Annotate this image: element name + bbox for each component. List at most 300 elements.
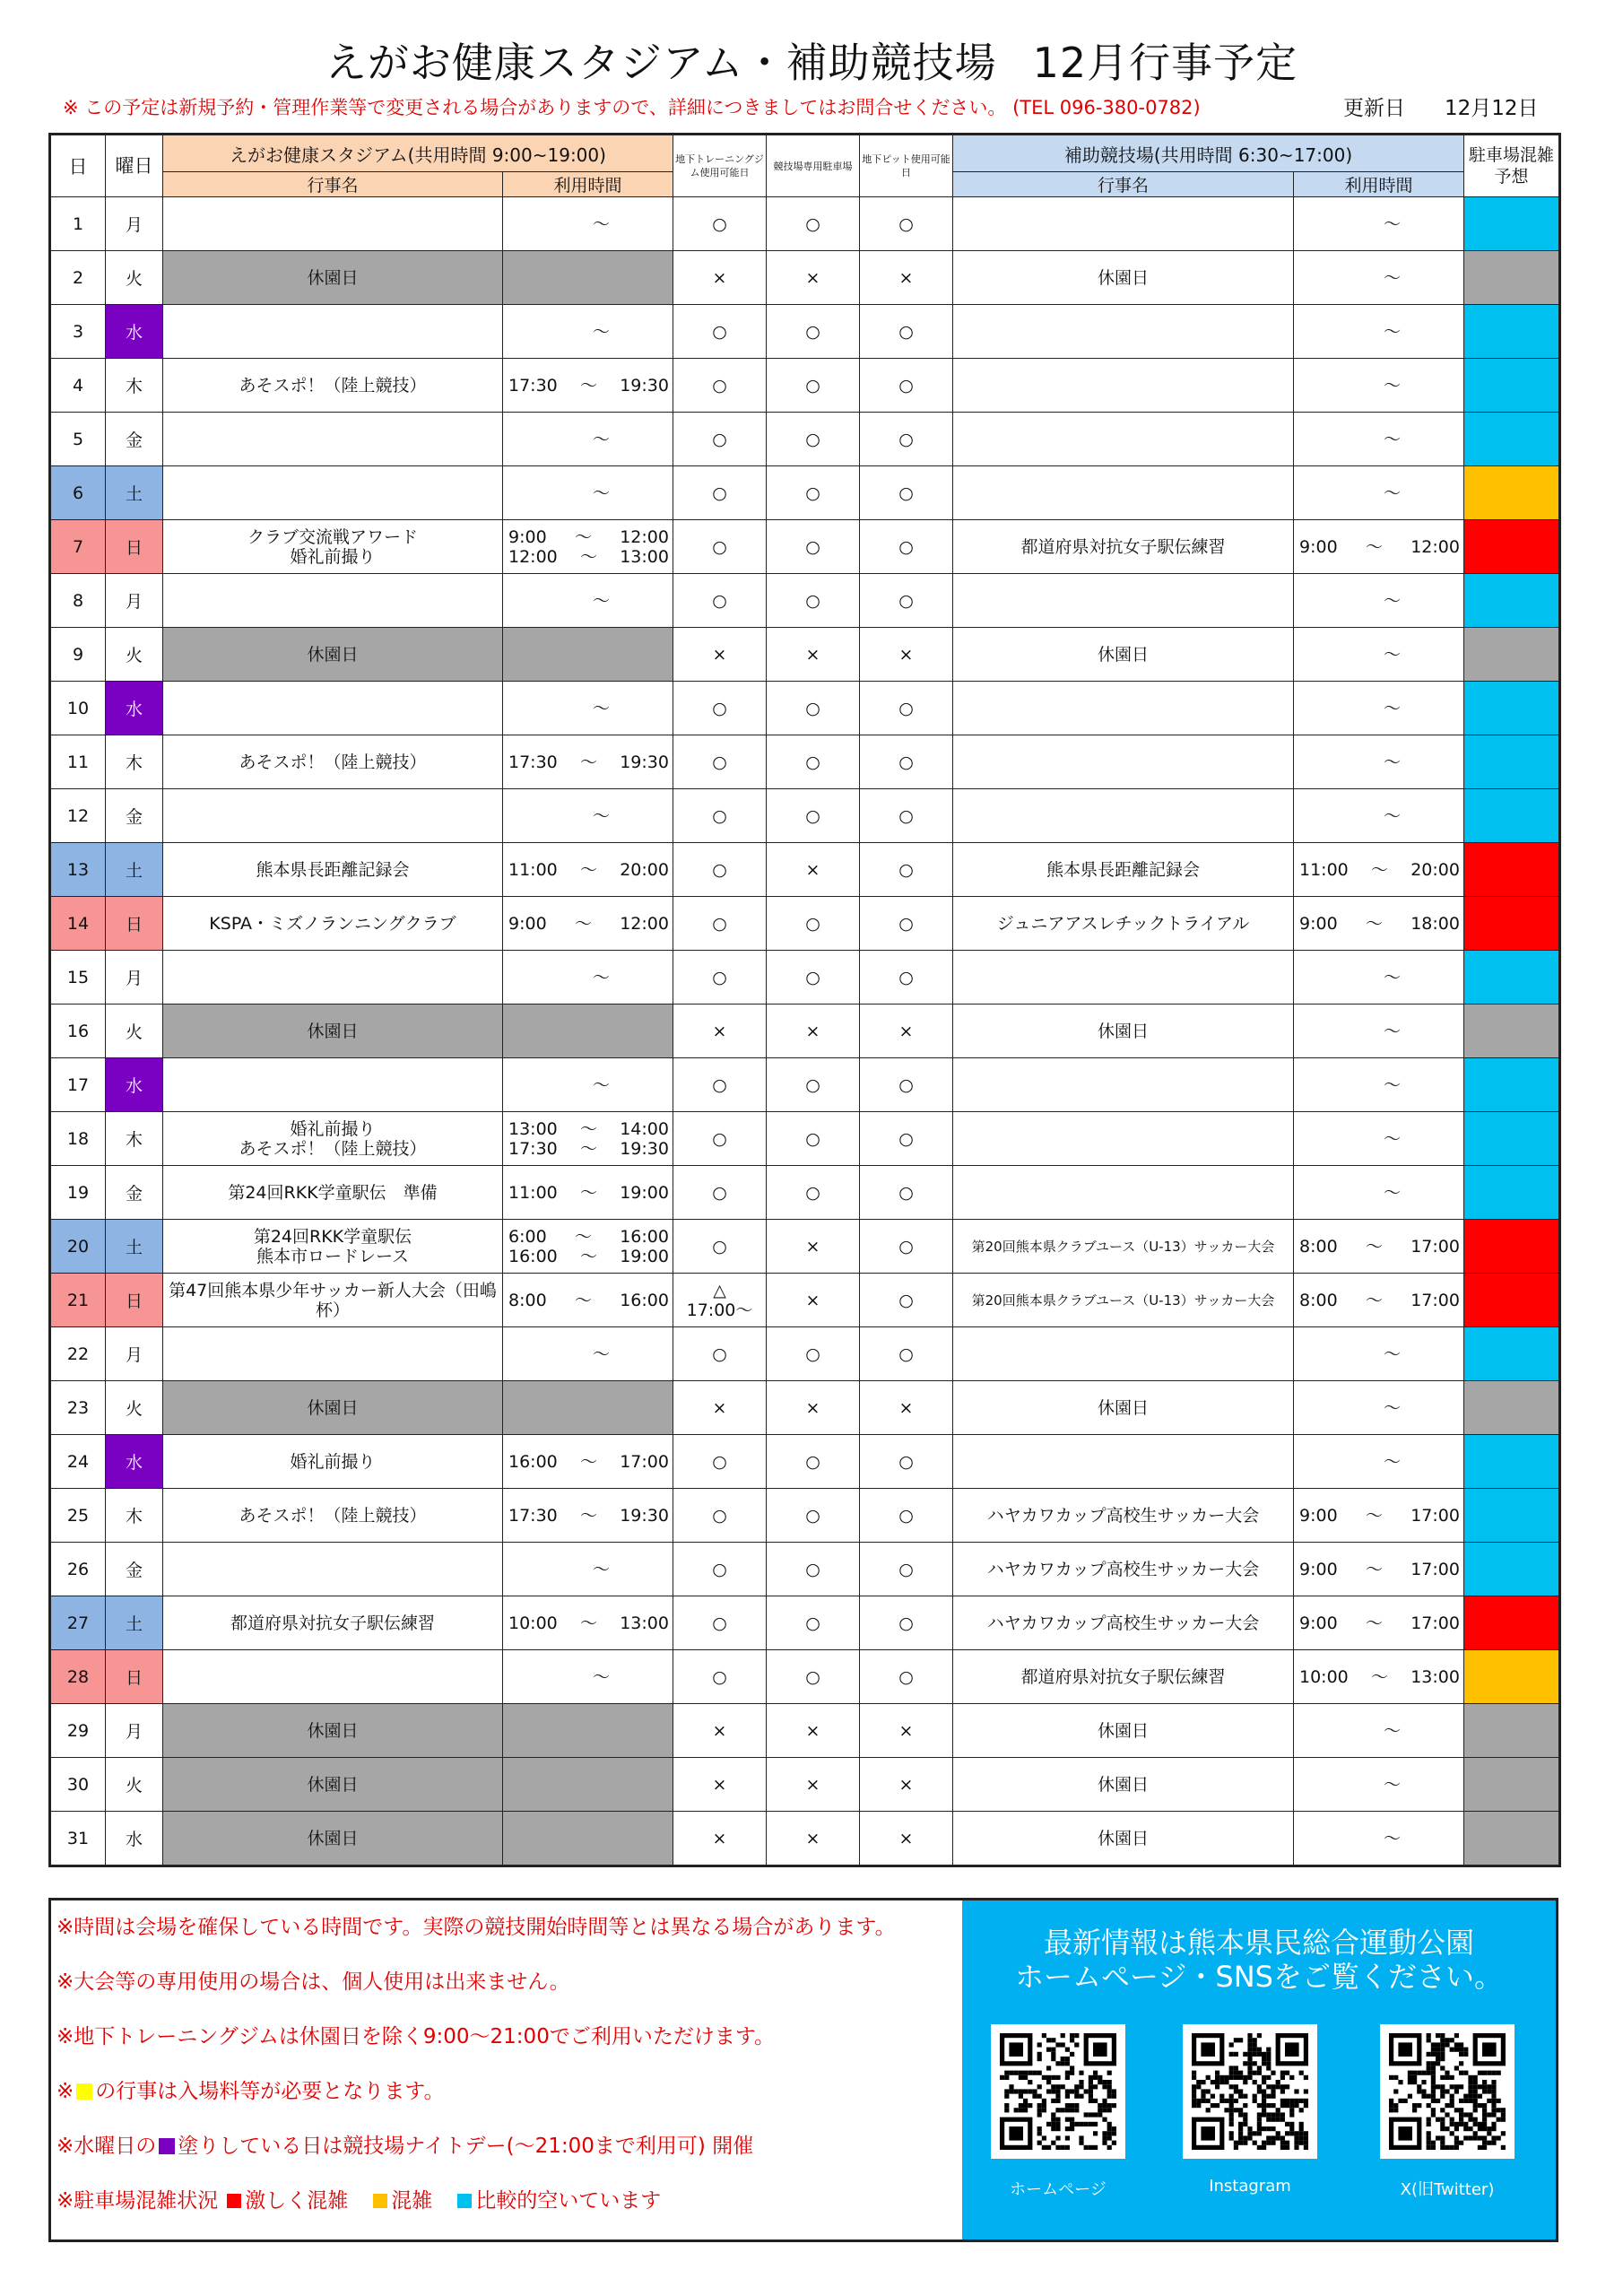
day-number: 22 <box>50 1327 106 1381</box>
tilde: ～ <box>1383 967 1401 987</box>
aux-usage-time-cell <box>1294 413 1464 466</box>
gym-availability <box>673 1274 767 1327</box>
tilde: ～ <box>579 375 597 396</box>
stadium-event <box>163 897 503 951</box>
table-row <box>50 574 1560 628</box>
tilde: ～ <box>1383 1074 1401 1095</box>
tilde: ～ <box>1365 913 1383 934</box>
weekday: 金 <box>106 789 163 843</box>
info-panel <box>962 1900 1556 2239</box>
aux-event <box>953 1704 1294 1758</box>
pit-availability: ○ <box>860 951 953 1004</box>
parking-availability: ○ <box>767 682 860 735</box>
time-range <box>503 914 673 934</box>
parking-forecast <box>1464 1812 1560 1866</box>
table-row <box>50 1758 1560 1812</box>
day-number: 8 <box>50 574 106 628</box>
weekday: 木 <box>106 735 163 789</box>
parking-forecast <box>1464 1004 1560 1058</box>
time-range <box>1294 1506 1463 1526</box>
gym-availability <box>673 897 767 951</box>
parking-availability: × <box>767 1758 860 1812</box>
weekday: 土 <box>106 843 163 897</box>
day-number: 10 <box>50 682 106 735</box>
header-stadium: えがお健康スタジアム(共用時間 9:00~19:00) <box>163 135 673 172</box>
weekday: 水 <box>106 682 163 735</box>
text-line: 婚礼前撮り <box>290 1451 376 1472</box>
text-line: 都道府県対抗女子駅伝練習 <box>1020 1666 1226 1687</box>
day-number: 24 <box>50 1435 106 1489</box>
table-row <box>50 735 1560 789</box>
table-row <box>50 1596 1560 1650</box>
parking-availability: × <box>767 1381 860 1435</box>
text-line: あそスポ！（陸上競技） <box>239 1138 427 1159</box>
gym-availability <box>673 1004 767 1058</box>
header-weekday: 曜日 <box>106 135 163 197</box>
aux-event <box>953 1650 1294 1704</box>
tilde: ～ <box>592 1074 610 1095</box>
time-range <box>503 752 673 772</box>
time-end: 19:00 <box>620 1182 669 1203</box>
parking-availability: × <box>767 251 860 305</box>
parking-forecast <box>1464 1650 1560 1704</box>
time-end: 14:00 <box>620 1118 669 1139</box>
aux-event <box>953 466 1294 520</box>
weekday: 火 <box>106 251 163 305</box>
day-number: 2 <box>50 251 106 305</box>
day-number: 6 <box>50 466 106 520</box>
parking-forecast <box>1464 413 1560 466</box>
text-line: ○ <box>712 1074 727 1095</box>
pit-availability: ○ <box>860 735 953 789</box>
time-end: 12:00 <box>1410 536 1460 557</box>
tilde: ～ <box>1383 213 1401 234</box>
time-end: 19:00 <box>620 1246 669 1266</box>
weekday: 金 <box>106 1166 163 1220</box>
weekday: 水 <box>106 1435 163 1489</box>
time-end: 17:00 <box>620 1451 669 1472</box>
time-end: 19:30 <box>620 375 669 396</box>
day-number: 13 <box>50 843 106 897</box>
text-line: 17:00～ <box>686 1300 753 1320</box>
table-row <box>50 1112 1560 1166</box>
text-line: ハヤカワカップ高校生サッカー大会 <box>986 1613 1260 1633</box>
tilde: ～ <box>1383 429 1401 449</box>
text-line: ハヤカワカップ高校生サッカー大会 <box>986 1559 1260 1579</box>
day-number: 20 <box>50 1220 106 1274</box>
stadium-event <box>163 520 503 574</box>
purple-swatch <box>159 2138 175 2154</box>
aux-event <box>953 1596 1294 1650</box>
pit-availability: × <box>860 251 953 305</box>
text-line: あそスポ！（陸上競技） <box>239 752 427 772</box>
aux-event <box>953 682 1294 735</box>
qr-label-homepage: ホームページ <box>1010 2180 1107 2199</box>
pit-availability: ○ <box>860 1543 953 1596</box>
aux-event <box>953 628 1294 682</box>
tilde: ～ <box>1383 375 1401 396</box>
aux-usage-time-cell <box>1294 1650 1464 1704</box>
pit-availability: × <box>860 1704 953 1758</box>
day-number: 9 <box>50 628 106 682</box>
text-line: × <box>712 1774 727 1795</box>
parking-availability: ○ <box>767 1596 860 1650</box>
text-line: 都道府県対抗女子駅伝練習 <box>230 1613 435 1633</box>
time-start: 8:00 <box>1299 1236 1338 1257</box>
weekday: 月 <box>106 1327 163 1381</box>
text-line: 熊本市ロードレース <box>256 1246 410 1266</box>
note-time: ※時間は会場を確保している時間です。実際の競技開始時間等とは異なる場合があります。 <box>56 1916 896 1939</box>
aux-event <box>953 1758 1294 1812</box>
gym-availability <box>673 413 767 466</box>
time-end: 19:30 <box>620 1138 669 1159</box>
gym-availability <box>673 1650 767 1704</box>
time-start: 10:00 <box>508 1613 558 1633</box>
pit-availability: × <box>860 1812 953 1866</box>
stadium-event <box>163 735 503 789</box>
weekday: 金 <box>106 413 163 466</box>
time-end: 18:00 <box>1410 913 1460 934</box>
usage-time-cell <box>503 628 673 682</box>
text-line: × <box>712 1720 727 1741</box>
tilde: ～ <box>1365 1505 1383 1526</box>
pit-availability: ○ <box>860 897 953 951</box>
qr-code-instagram[interactable] <box>1183 2024 1317 2159</box>
parking-availability: ○ <box>767 1058 860 1112</box>
text-line: 第20回熊本県クラブユース（U-13）サッカー大会 <box>971 1238 1275 1255</box>
pit-availability: ○ <box>860 359 953 413</box>
day-number: 3 <box>50 305 106 359</box>
gym-availability <box>673 951 767 1004</box>
parking-forecast <box>1464 1543 1560 1596</box>
pit-availability: ○ <box>860 789 953 843</box>
gym-availability <box>673 1327 767 1381</box>
tilde: ～ <box>1370 859 1388 880</box>
weekday: 木 <box>106 1112 163 1166</box>
aux-usage-time-cell <box>1294 305 1464 359</box>
text-line: ○ <box>712 1559 727 1579</box>
time-start: 11:00 <box>508 1182 558 1203</box>
tilde: ～ <box>1365 536 1383 557</box>
gym-availability <box>673 735 767 789</box>
parking-forecast <box>1464 735 1560 789</box>
gym-availability <box>673 1220 767 1274</box>
text-line: × <box>712 1397 727 1418</box>
time-start: 11:00 <box>1299 859 1349 880</box>
time-end: 19:30 <box>620 752 669 772</box>
text-line: × <box>712 267 727 288</box>
parking-forecast <box>1464 843 1560 897</box>
tilde: ～ <box>592 1559 610 1579</box>
parking-forecast <box>1464 1704 1560 1758</box>
time-start: 8:00 <box>1299 1290 1338 1310</box>
time-start: 9:00 <box>1299 1613 1338 1633</box>
note-dedicated: ※大会等の専用使用の場合は、個人使用は出来ません。 <box>56 1970 570 1994</box>
text-line: 休園日 <box>307 267 359 288</box>
aux-usage-time-cell <box>1294 789 1464 843</box>
pit-availability: × <box>860 628 953 682</box>
time-end: 19:30 <box>620 1505 669 1526</box>
parking-availability: ○ <box>767 574 860 628</box>
stadium-event <box>163 1812 503 1866</box>
parking-forecast <box>1464 897 1560 951</box>
table-row <box>50 1543 1560 1596</box>
time-range <box>1294 1237 1463 1257</box>
text-line: 休園日 <box>1097 1021 1149 1041</box>
header-event-name: 行事名 <box>163 172 503 197</box>
table-row <box>50 1489 1560 1543</box>
day-number: 17 <box>50 1058 106 1112</box>
pit-availability: ○ <box>860 466 953 520</box>
day-number: 18 <box>50 1112 106 1166</box>
text-line: ○ <box>712 1344 727 1364</box>
parking-forecast <box>1464 682 1560 735</box>
table-row <box>50 1650 1560 1704</box>
time-range <box>503 1227 673 1247</box>
aux-event <box>953 1381 1294 1435</box>
tilde: ～ <box>1383 644 1401 665</box>
qr-code-homepage[interactable] <box>991 2024 1125 2159</box>
tilde: ～ <box>592 429 610 449</box>
stadium-event <box>163 1327 503 1381</box>
weekday: 金 <box>106 1543 163 1596</box>
weekday: 火 <box>106 1381 163 1435</box>
time-range <box>503 860 673 880</box>
time-start: 9:00 <box>508 526 547 547</box>
text-line: ○ <box>712 1182 727 1203</box>
usage-time-cell <box>503 359 673 413</box>
text-line: ○ <box>712 483 727 503</box>
gym-availability <box>673 682 767 735</box>
stadium-event <box>163 466 503 520</box>
usage-time-cell <box>503 682 673 735</box>
day-number: 29 <box>50 1704 106 1758</box>
gym-availability <box>673 1812 767 1866</box>
parking-forecast <box>1464 466 1560 520</box>
tilde: ～ <box>1383 590 1401 611</box>
table-row <box>50 789 1560 843</box>
stadium-event <box>163 1489 503 1543</box>
table-row <box>50 1058 1560 1112</box>
table-row <box>50 413 1560 466</box>
aux-event <box>953 843 1294 897</box>
text-line: ○ <box>712 1666 727 1687</box>
tilde: ～ <box>592 213 610 234</box>
header-gym: 地下トレーニングジム使用可能日 <box>673 135 767 197</box>
pit-availability: ○ <box>860 1166 953 1220</box>
pit-availability: ○ <box>860 1650 953 1704</box>
time-end: 17:00 <box>1410 1559 1460 1579</box>
text-line: 都道府県対抗女子駅伝練習 <box>1020 536 1226 557</box>
pit-availability: ○ <box>860 682 953 735</box>
tilde: ～ <box>1370 1666 1388 1687</box>
text-line: 休園日 <box>307 1720 359 1741</box>
day-number: 11 <box>50 735 106 789</box>
text-line: ○ <box>712 375 727 396</box>
info-heading: 最新情報は熊本県民総合運動公園 ホームページ・SNSをご覧ください。 <box>1015 1926 1503 1994</box>
note-admission: ※ の行事は入場料等が必要となります。 <box>56 2080 445 2103</box>
aux-event <box>953 897 1294 951</box>
header-aux-usage-time: 利用時間 <box>1294 172 1464 197</box>
usage-time-cell <box>503 251 673 305</box>
text-line: ○ <box>712 1451 727 1472</box>
time-end: 13:00 <box>1410 1666 1460 1687</box>
tilde: ～ <box>579 1246 597 1266</box>
tilde: ～ <box>1383 1774 1401 1795</box>
time-start: 17:30 <box>508 1138 558 1159</box>
time-range <box>503 1506 673 1526</box>
tilde: ～ <box>1383 267 1401 288</box>
gym-availability <box>673 628 767 682</box>
text-line: ジュニアアスレチックトライアル <box>996 913 1250 934</box>
aux-usage-time-cell <box>1294 1812 1464 1866</box>
tilde: ～ <box>592 321 610 342</box>
aux-usage-time-cell <box>1294 1704 1464 1758</box>
parking-availability: ○ <box>767 1327 860 1381</box>
text-line: ○ <box>712 590 727 611</box>
table-row <box>50 305 1560 359</box>
aux-usage-time-cell <box>1294 251 1464 305</box>
stadium-event <box>163 951 503 1004</box>
text-line: 休園日 <box>1097 1774 1149 1795</box>
gym-availability <box>673 1435 767 1489</box>
usage-time-cell <box>503 466 673 520</box>
time-end: 17:00 <box>1410 1613 1460 1633</box>
aux-usage-time-cell <box>1294 574 1464 628</box>
parking-forecast <box>1464 1112 1560 1166</box>
time-range <box>503 1119 673 1139</box>
note-night-day: ※水曜日の 塗りしている日は競技場ナイトデー(～21:00まで利用可) 開催 <box>56 2135 754 2158</box>
text-line: ○ <box>712 805 727 826</box>
pit-availability: × <box>860 1004 953 1058</box>
parking-forecast <box>1464 251 1560 305</box>
usage-time-cell <box>503 1274 673 1327</box>
parking-forecast <box>1464 1220 1560 1274</box>
usage-time-cell <box>503 1489 673 1543</box>
parking-availability: ○ <box>767 466 860 520</box>
weekday: 月 <box>106 197 163 251</box>
day-number: 30 <box>50 1758 106 1812</box>
weekday: 木 <box>106 1489 163 1543</box>
aux-usage-time-cell <box>1294 1758 1464 1812</box>
aux-usage-time-cell <box>1294 735 1464 789</box>
weekday: 木 <box>106 359 163 413</box>
day-number: 1 <box>50 197 106 251</box>
usage-time-cell <box>503 843 673 897</box>
parking-forecast <box>1464 1435 1560 1489</box>
pit-availability: ○ <box>860 520 953 574</box>
tilde: ～ <box>574 913 592 934</box>
pit-availability: ○ <box>860 1327 953 1381</box>
day-number: 31 <box>50 1812 106 1866</box>
aux-usage-time-cell <box>1294 1327 1464 1381</box>
aux-event <box>953 1004 1294 1058</box>
pit-availability: ○ <box>860 843 953 897</box>
time-range <box>503 376 673 396</box>
day-number: 27 <box>50 1596 106 1650</box>
parking-availability: ○ <box>767 520 860 574</box>
parking-forecast <box>1464 520 1560 574</box>
day-number: 23 <box>50 1381 106 1435</box>
time-range <box>1294 1667 1463 1687</box>
aux-event <box>953 1812 1294 1866</box>
text-line: 休園日 <box>307 1021 359 1041</box>
time-start: 17:30 <box>508 1505 558 1526</box>
aux-usage-time-cell <box>1294 1220 1464 1274</box>
time-range <box>1294 1291 1463 1310</box>
text-line: あそスポ！（陸上競技） <box>239 375 427 396</box>
stadium-event <box>163 251 503 305</box>
aux-usage-time-cell <box>1294 1166 1464 1220</box>
stadium-event <box>163 1166 503 1220</box>
table-row <box>50 682 1560 735</box>
aux-usage-time-cell <box>1294 1489 1464 1543</box>
time-range <box>1294 537 1463 557</box>
usage-time-cell <box>503 1435 673 1489</box>
tilde: ～ <box>1383 1344 1401 1364</box>
stadium-event <box>163 1220 503 1274</box>
table-row <box>50 843 1560 897</box>
usage-time-cell <box>503 1704 673 1758</box>
usage-time-cell <box>503 413 673 466</box>
tilde: ～ <box>1383 1128 1401 1149</box>
gym-availability <box>673 1058 767 1112</box>
tilde: ～ <box>579 1451 597 1472</box>
text-line: あそスポ！（陸上競技） <box>239 1505 427 1526</box>
tilde: ～ <box>1383 1182 1401 1203</box>
pit-availability: ○ <box>860 1435 953 1489</box>
time-end: 20:00 <box>620 859 669 880</box>
time-end: 16:00 <box>620 1226 669 1247</box>
weekday: 水 <box>106 1058 163 1112</box>
day-number: 15 <box>50 951 106 1004</box>
parking-forecast <box>1464 789 1560 843</box>
time-start: 9:00 <box>1299 913 1338 934</box>
updated-date: 更新日 12月12日 <box>1343 97 1539 120</box>
aux-event <box>953 951 1294 1004</box>
usage-time-cell <box>503 1327 673 1381</box>
pit-availability: ○ <box>860 574 953 628</box>
day-number: 4 <box>50 359 106 413</box>
pit-availability: ○ <box>860 1489 953 1543</box>
time-start: 13:00 <box>508 1118 558 1139</box>
tilde: ～ <box>574 526 592 547</box>
tilde: ～ <box>579 1505 597 1526</box>
table-row <box>50 1381 1560 1435</box>
pit-availability: ○ <box>860 1596 953 1650</box>
text-line: 婚礼前撮り <box>290 546 376 567</box>
aux-event <box>953 1274 1294 1327</box>
parking-availability: ○ <box>767 1166 860 1220</box>
qr-code-x[interactable] <box>1380 2024 1515 2159</box>
pit-availability: ○ <box>860 305 953 359</box>
time-start: 8:00 <box>508 1290 547 1310</box>
tilde: ～ <box>579 1118 597 1139</box>
pit-availability: × <box>860 1381 953 1435</box>
usage-time-cell <box>503 1543 673 1596</box>
table-row <box>50 1004 1560 1058</box>
parking-availability: ○ <box>767 897 860 951</box>
gym-availability <box>673 789 767 843</box>
usage-time-cell <box>503 897 673 951</box>
text-line: ○ <box>712 859 727 880</box>
usage-time-cell <box>503 197 673 251</box>
gym-availability <box>673 305 767 359</box>
text-line: ○ <box>712 752 727 772</box>
qr-pattern <box>1192 2033 1308 2150</box>
tilde: ～ <box>592 1666 610 1687</box>
parking-forecast <box>1464 1489 1560 1543</box>
